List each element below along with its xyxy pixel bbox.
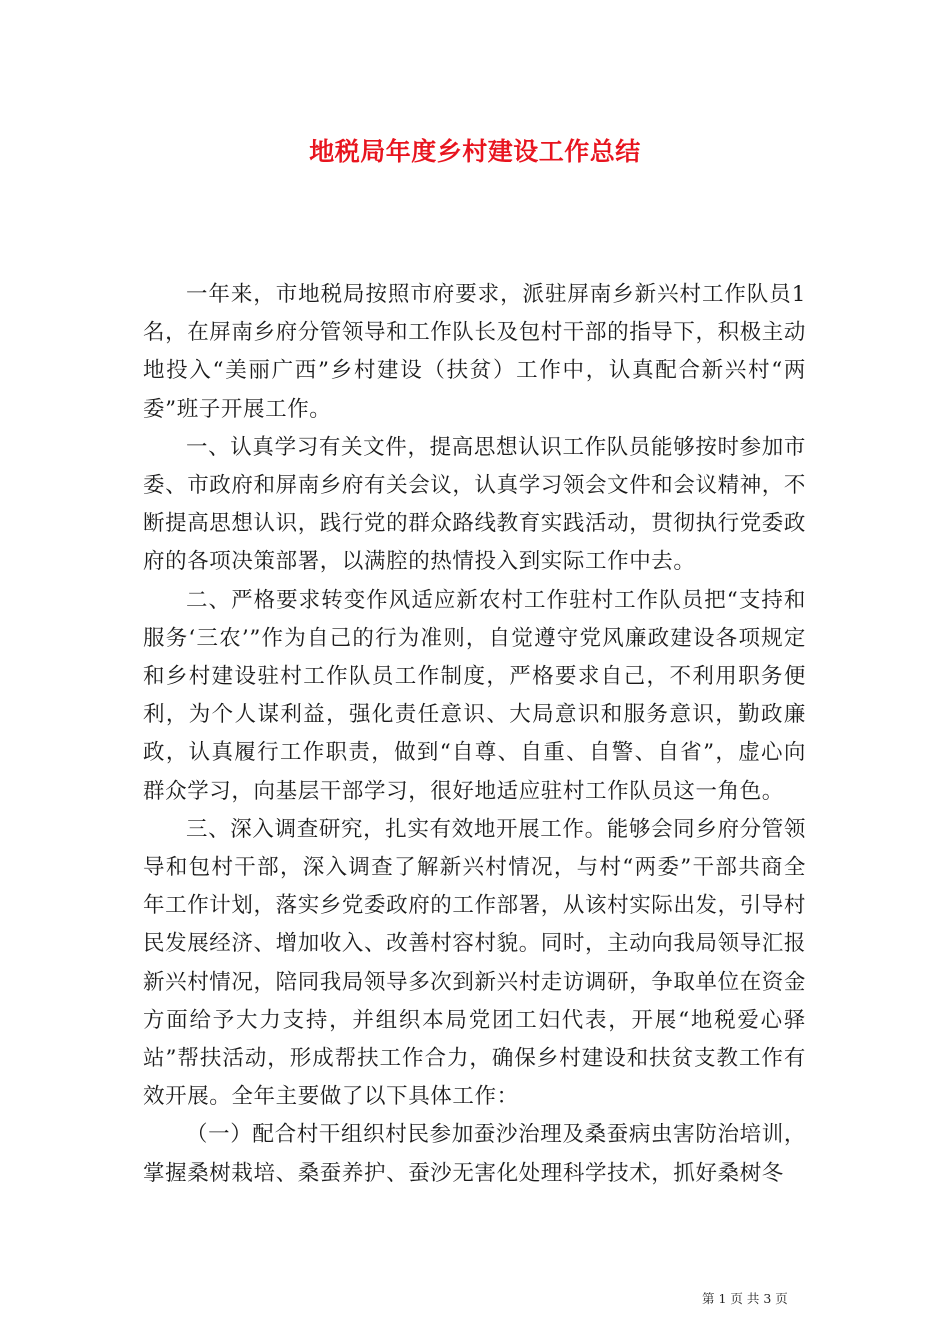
paragraph-intro: 一年来，市地税局按照市府要求，派驻屏南乡新兴村工作队员1名，在屏南乡府分管领导和工作队长及包村干部的指导下，积极主动地投入“美丽广西”乡村建设（扶贫）工作中，认真配合新兴村“两委”班子开展工作。: [143, 282, 807, 422]
paragraph-subsection-1: （一）配合村干组织村民参加蚕沙治理及桑蚕病虫害防治培训，掌握桑树栽培、桑蚕养护、蚕沙无害化处理科学技术，抓好桑树冬: [143, 1122, 806, 1186]
document-body: [143, 276, 806, 1193]
paragraph-section-3: 三、深入调查研究，扎实有效地开展工作。能够会同乡府分管领导和包村干部，深入调查了解新兴村情况，与村“两委”干部共商全年工作计划，落实乡党委政府的工作部署，从该村实际出发，引导村民发展经济、增加收入、改善村容村貌。同时，主动向我局领导汇报新兴村情况，陪同我局领导多次到新兴村走访调研，争取单位在资金方面给予大力支持，并组织本局党团工妇代表，开展“地税爱心驿站”帮扶活动，形成帮扶工作合力，确保乡村建设和扶贫支教工作有效开展。全年主要做了以下具体工作：: [143, 816, 807, 1110]
paragraph-section-2: 二、严格要求转变作风适应新农村工作驻村工作队员把“支持和服务‘三农’”作为自己的行为准则，自觉遵守党风廉政建设各项规定和乡村建设驻村工作队员工作制度，严格要求自己，不利用职务便利，为个人谋利益，强化责任意识、大局意识和服务意识，勤政廉政，认真履行工作职责，做到“自尊、自重、自警、自省”，虚心向群众学习，向基层干部学习，很好地适应驻村工作队员这一角色。: [143, 587, 806, 804]
page-number: 第 1 页 共 3 页: [702, 1291, 788, 1306]
document-title: 地税局年度乡村建设工作总结: [309, 137, 641, 166]
paragraph-section-1: 一、认真学习有关文件，提高思想认识工作队员能够按时参加市委、市政府和屏南乡府有关会议，认真学习领会文件和会议精神，不断提高思想认识，践行党的群众路线教育实践活动，贯彻执行党委政府的各项决策部署，以满腔的热情投入到实际工作中去。: [143, 434, 807, 575]
